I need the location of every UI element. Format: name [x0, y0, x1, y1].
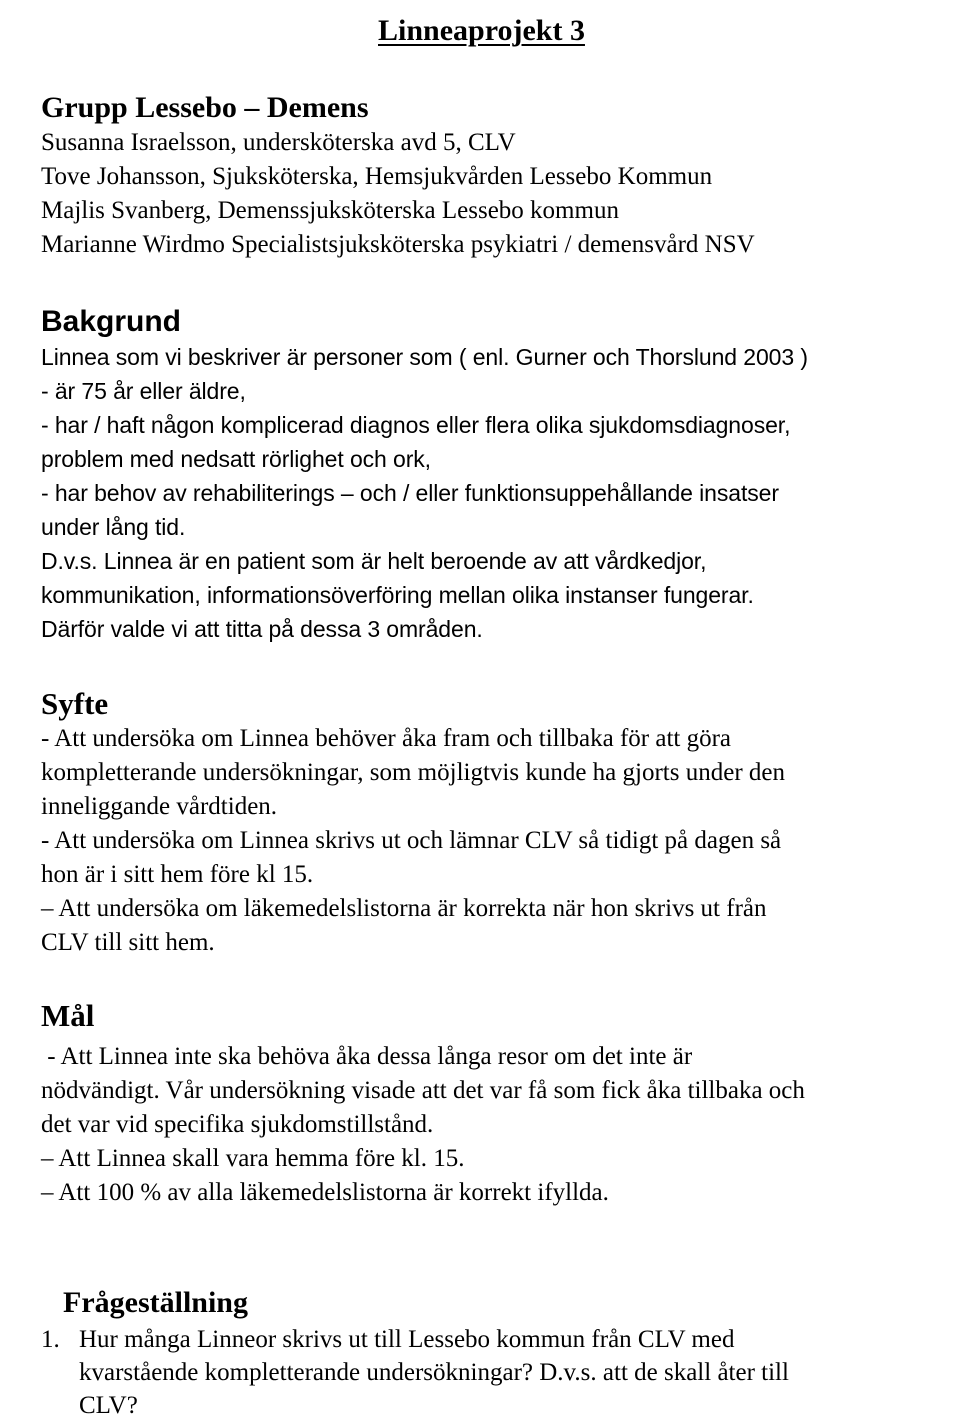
text-line: D.v.s. Linnea är en patient som är helt beroende av att vårdkedjor, [41, 548, 707, 574]
list-item [41, 1323, 931, 1422]
bakgrund-text [41, 340, 931, 646]
syfte-section [41, 686, 931, 960]
text-line: Hur många Linneor skrivs ut till Lessebo kommun från CLV med [79, 1326, 735, 1353]
text-line: Linnea som vi beskriver är personer som ( enl. Gurner och Thorslund 2003 ) [41, 344, 808, 370]
group-section [41, 90, 931, 262]
text-line: problem med nedsatt rörlighet och ork, [41, 446, 431, 472]
text-line: Därför valde vi att titta på dessa 3 områden. [41, 616, 483, 642]
text-line: kommunikation, informationsöverföring mellan olika instanser fungerar. [41, 582, 754, 608]
syfte-heading: Syfte [41, 686, 109, 721]
mal-heading: Mål [41, 998, 95, 1033]
text-line: inneliggande vårdtiden. [41, 793, 278, 820]
mal-section [41, 998, 931, 1210]
member-line: Tove Johansson, Sjuksköterska, Hemsjukvården Lessebo Kommun [41, 163, 713, 190]
member-line: Susanna Israelsson, undersköterska avd 5, CLV [41, 129, 516, 156]
fragestallning-list [41, 1323, 931, 1422]
group-heading: Grupp Lessebo – Demens [41, 91, 369, 124]
bakgrund-heading: Bakgrund [41, 305, 182, 338]
text-line: – Att Linnea skall vara hemma före kl. 15. [41, 1145, 465, 1172]
text-line: under lång tid. [41, 514, 186, 540]
text-line: - är 75 år eller äldre, [41, 378, 246, 404]
mal-text [41, 1040, 931, 1210]
text-line: kvarstående kompletterande undersökningar? D.v.s. att de skall åter till [79, 1359, 789, 1386]
text-line: - har / haft någon komplicerad diagnos eller flera olika sjukdomsdiagnoser, [41, 412, 791, 438]
list-item-text [79, 1323, 931, 1422]
text-line: det var vid specifika sjukdomstillstånd. [41, 1111, 434, 1138]
text-line: – Att 100 % av alla läkemedelslistorna är korrekt ifyllda. [41, 1179, 609, 1206]
bakgrund-section [41, 304, 931, 646]
text-line: - har behov av rehabiliterings – och / eller funktionsuppehållande insatser [41, 480, 779, 506]
member-list [41, 126, 931, 262]
text-line: CLV till sitt hem. [41, 929, 215, 956]
member-line: Majlis Svanberg, Demenssjuksköterska Lessebo kommun [41, 197, 619, 224]
text-line: CLV? [79, 1392, 138, 1419]
list-item-number: 1. [41, 1326, 60, 1353]
text-line: - Att Linnea inte ska behöva åka dessa långa resor om det inte är [41, 1043, 693, 1070]
text-line: - Att undersöka om Linnea skrivs ut och lämnar CLV så tidigt på dagen så [41, 827, 782, 854]
member-line: Marianne Wirdmo Specialistsjuksköterska psykiatri / demensvård NSV [41, 231, 755, 258]
text-line: - Att undersöka om Linnea behöver åka fram och tillbaka för att göra [41, 725, 732, 752]
text-line: – Att undersöka om läkemedelslistorna är korrekta när hon skrivs ut från [41, 895, 767, 922]
syfte-text [41, 722, 931, 960]
fragestallning-heading: Frågeställning [63, 1286, 248, 1319]
text-line: nödvändigt. Vår undersökning visade att det var få som fick åka tillbaka och [41, 1077, 805, 1104]
text-line: kompletterande undersökningar, som möjligtvis kunde ha gjorts under den [41, 759, 785, 786]
text-line: hon är i sitt hem före kl 15. [41, 861, 314, 888]
document-title: Linneaprojekt 3 [378, 14, 585, 47]
